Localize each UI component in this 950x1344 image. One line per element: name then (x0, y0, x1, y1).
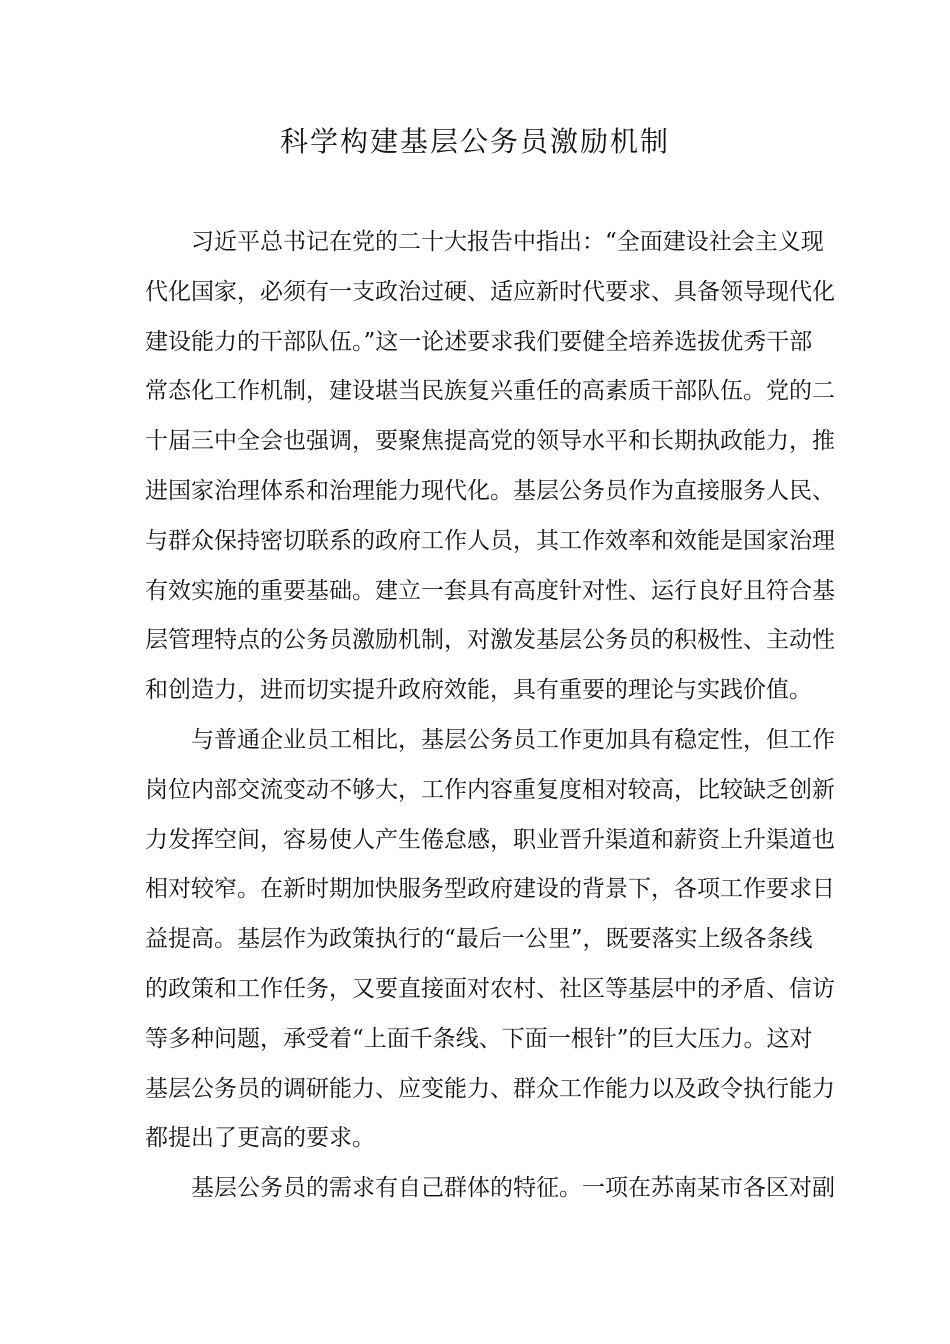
text-line: 相对较窄。在新时期加快服务型政府建设的背景下，各项工作要求日 (145, 876, 835, 903)
text-line: 都提出了更高的要求。 (145, 1125, 375, 1152)
text-line: 代化国家，必须有一支政治过硬、适应新时代要求、具备领导现代化 (145, 278, 835, 305)
text-line: 十届三中全会也强调，要聚焦提高党的领导水平和长期执政能力，推 (145, 428, 835, 455)
text-line: 有效实施的重要基础。建立一套具有高度针对性、运行良好且符合基 (145, 577, 835, 604)
text-line: 力发挥空间，容易使人产生倦怠感，职业晋升渠道和薪资上升渠道也 (145, 826, 835, 853)
text-line: 岗位内部交流变动不够大，工作内容重复度相对较高，比较缺乏创新 (145, 776, 835, 803)
paragraph (145, 218, 835, 716)
text-line: 建设能力的干部队伍。”这一论述要求我们要健全培养选拔优秀干部 (145, 328, 813, 355)
text-line: 基层公务员的调研能力、应变能力、群众工作能力以及政令执行能力 (145, 1075, 835, 1102)
text-line: 进国家治理体系和治理能力现代化。基层公务员作为直接服务人民、 (145, 477, 835, 504)
paragraph (145, 716, 835, 1164)
text-line: 与群众保持密切联系的政府工作人员，其工作效率和效能是国家治理 (145, 527, 835, 554)
text-line: 等多种问题，承受着“上面千条线、下面一根针”的巨大压力。这对 (145, 1025, 813, 1052)
text-line: 与普通企业员工相比，基层公务员工作更加具有稳定性，但工作 (191, 726, 835, 753)
text-line: 的政策和工作任务，又要直接面对农村、社区等基层中的矛盾、信访 (145, 975, 835, 1002)
text-line: 常态化工作机制，建设堪当民族复兴重任的高素质干部队伍。党的二 (145, 378, 835, 405)
text-line: 基层公务员的需求有自己群体的特征。一项在苏南某市各区对副 (191, 1175, 835, 1202)
text-line: 习近平总书记在党的二十大报告中指出：“全面建设社会主义现 (191, 229, 824, 255)
paragraph (145, 1164, 835, 1214)
text-line: 层管理特点的公务员激励机制，对激发基层公务员的积极性、主动性 (145, 627, 835, 654)
text-line: 益提高。基层作为政策执行的“最后一公里”，既要落实上级各条线 (145, 926, 813, 953)
text-line: 和创造力，进而切实提升政府效能，具有重要的理论与实践价值。 (145, 677, 812, 704)
document-title: 科学构建基层公务员激励机制 (279, 125, 670, 158)
document-body (145, 218, 835, 1214)
